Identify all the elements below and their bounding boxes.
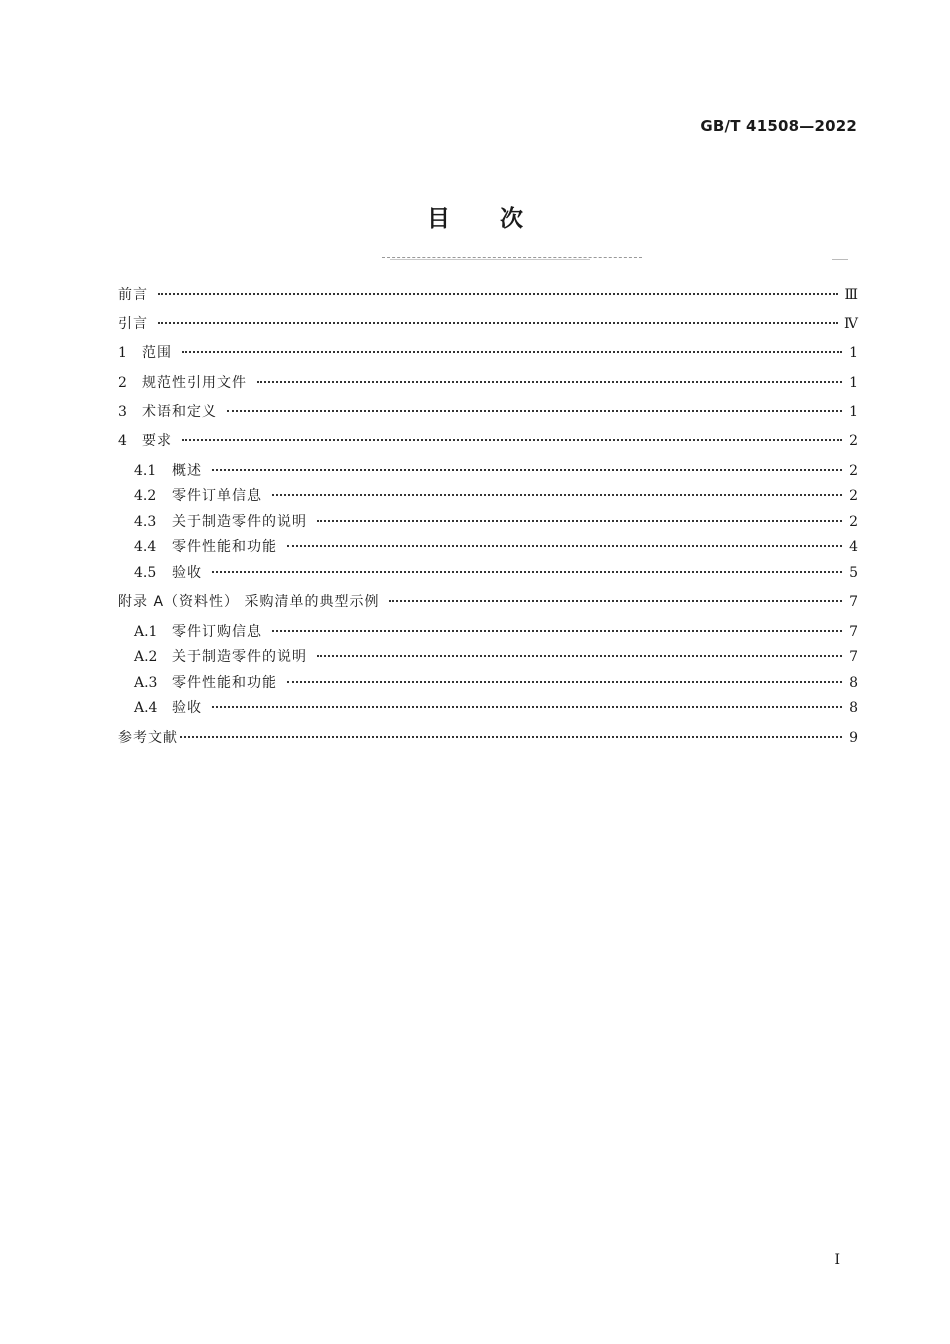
toc-dot-leader [227,410,842,412]
toc-entry[interactable] [118,592,858,612]
toc-entry-label: 规范性引用文件 [142,375,247,391]
toc-dot-leader [182,351,842,353]
toc-entry[interactable] [118,728,858,748]
toc-entry-number: A.3 [134,675,158,691]
toc-entry-label: 验收 [172,700,202,716]
toc-entry[interactable] [118,343,858,363]
toc-entry-page: 2 [849,488,858,504]
toc-dot-leader [272,630,842,632]
toc-entry[interactable] [134,537,858,557]
standard-number: GB/T 41508—2022 [700,117,857,135]
toc-entry-page: 1 [849,345,858,361]
toc-dot-leader [287,545,842,547]
toc-entry-label: 要求 [142,433,172,449]
toc-entry-page: 1 [849,375,858,391]
toc-entry-page: 9 [849,730,858,746]
toc-entry[interactable] [118,314,858,334]
toc-entry-page: 7 [849,594,858,610]
toc-entry[interactable] [118,402,858,422]
title-divider [382,257,642,258]
toc-entry-label: 范围 [142,345,172,361]
toc-entry-number: 4.1 [134,463,157,479]
toc-entry[interactable] [134,698,858,718]
toc-entry-page: Ⅳ [844,316,858,332]
toc-entry-number: 4 [118,433,127,449]
toc-entry-label: 引言 [118,316,148,332]
toc-entry-page: Ⅲ [844,287,858,303]
toc-entry-page: 8 [849,700,858,716]
toc-entry-number: 4.4 [134,539,157,555]
toc-entry-number: 4.2 [134,488,157,504]
toc-entry-label: 参考文献 [118,730,178,746]
toc-entry-page: 7 [849,649,858,665]
toc-entry-number: 1 [118,345,127,361]
toc-dot-leader [257,381,842,383]
toc-entry[interactable] [134,486,858,506]
toc-entry-number: 4.3 [134,514,157,530]
toc-entry-page: 7 [849,624,858,640]
toc-dot-leader [212,571,842,573]
toc-entry-page: 2 [849,433,858,449]
toc-dot-leader [158,322,838,324]
toc-dot-leader [317,655,842,657]
toc-entry-number: 2 [118,375,127,391]
toc-entry-number: A.4 [134,700,158,716]
toc-entry-number: A.1 [134,624,158,640]
toc-dot-leader [212,469,842,471]
toc-entry[interactable] [134,673,858,693]
toc-dot-leader [389,600,842,602]
toc-entry-page: 4 [849,539,858,555]
toc-entry-label: 零件性能和功能 [172,539,277,555]
toc-entry[interactable] [118,373,858,393]
toc-entry[interactable] [118,431,858,451]
toc-entry-page: 2 [849,514,858,530]
title-divider-right [832,259,848,260]
toc-entry-number: 3 [118,404,127,420]
page-title: 目次 [427,206,573,232]
toc-dot-leader [182,439,842,441]
toc-entry[interactable] [118,285,858,305]
toc-entry-page: 5 [849,565,858,581]
toc-dot-leader [212,706,842,708]
toc-entry-label: 概述 [172,463,202,479]
toc-entry[interactable] [134,622,858,642]
toc-entry[interactable] [134,647,858,667]
toc-dot-leader [272,494,842,496]
toc-entry-label: 术语和定义 [142,404,217,420]
toc-entry-label: 附录 A（资料性） 采购清单的典型示例 [118,594,380,610]
toc-entry-page: 1 [849,404,858,420]
toc-entry[interactable] [134,563,858,583]
toc-entry-label: 前言 [118,287,148,303]
title-divider-faint [390,259,590,260]
toc-entry-label: 零件性能和功能 [172,675,277,691]
toc-entry-page: 2 [849,463,858,479]
toc-dot-leader [317,520,842,522]
toc-dot-leader [287,681,842,683]
toc-entry-label: 验收 [172,565,202,581]
toc-entry-number: 4.5 [134,565,157,581]
toc-entry-number: A.2 [134,649,158,665]
toc-entry-label: 关于制造零件的说明 [172,514,307,530]
toc-dot-leader [180,736,842,738]
toc-entry-label: 零件订购信息 [172,624,262,640]
toc-entry-label: 关于制造零件的说明 [172,649,307,665]
toc-entry-label: 零件订单信息 [172,488,262,504]
toc-entry[interactable] [134,461,858,481]
toc-entry-page: 8 [849,675,858,691]
page-number: I [834,1252,840,1268]
toc-entry[interactable] [134,512,858,532]
toc-dot-leader [158,293,838,295]
